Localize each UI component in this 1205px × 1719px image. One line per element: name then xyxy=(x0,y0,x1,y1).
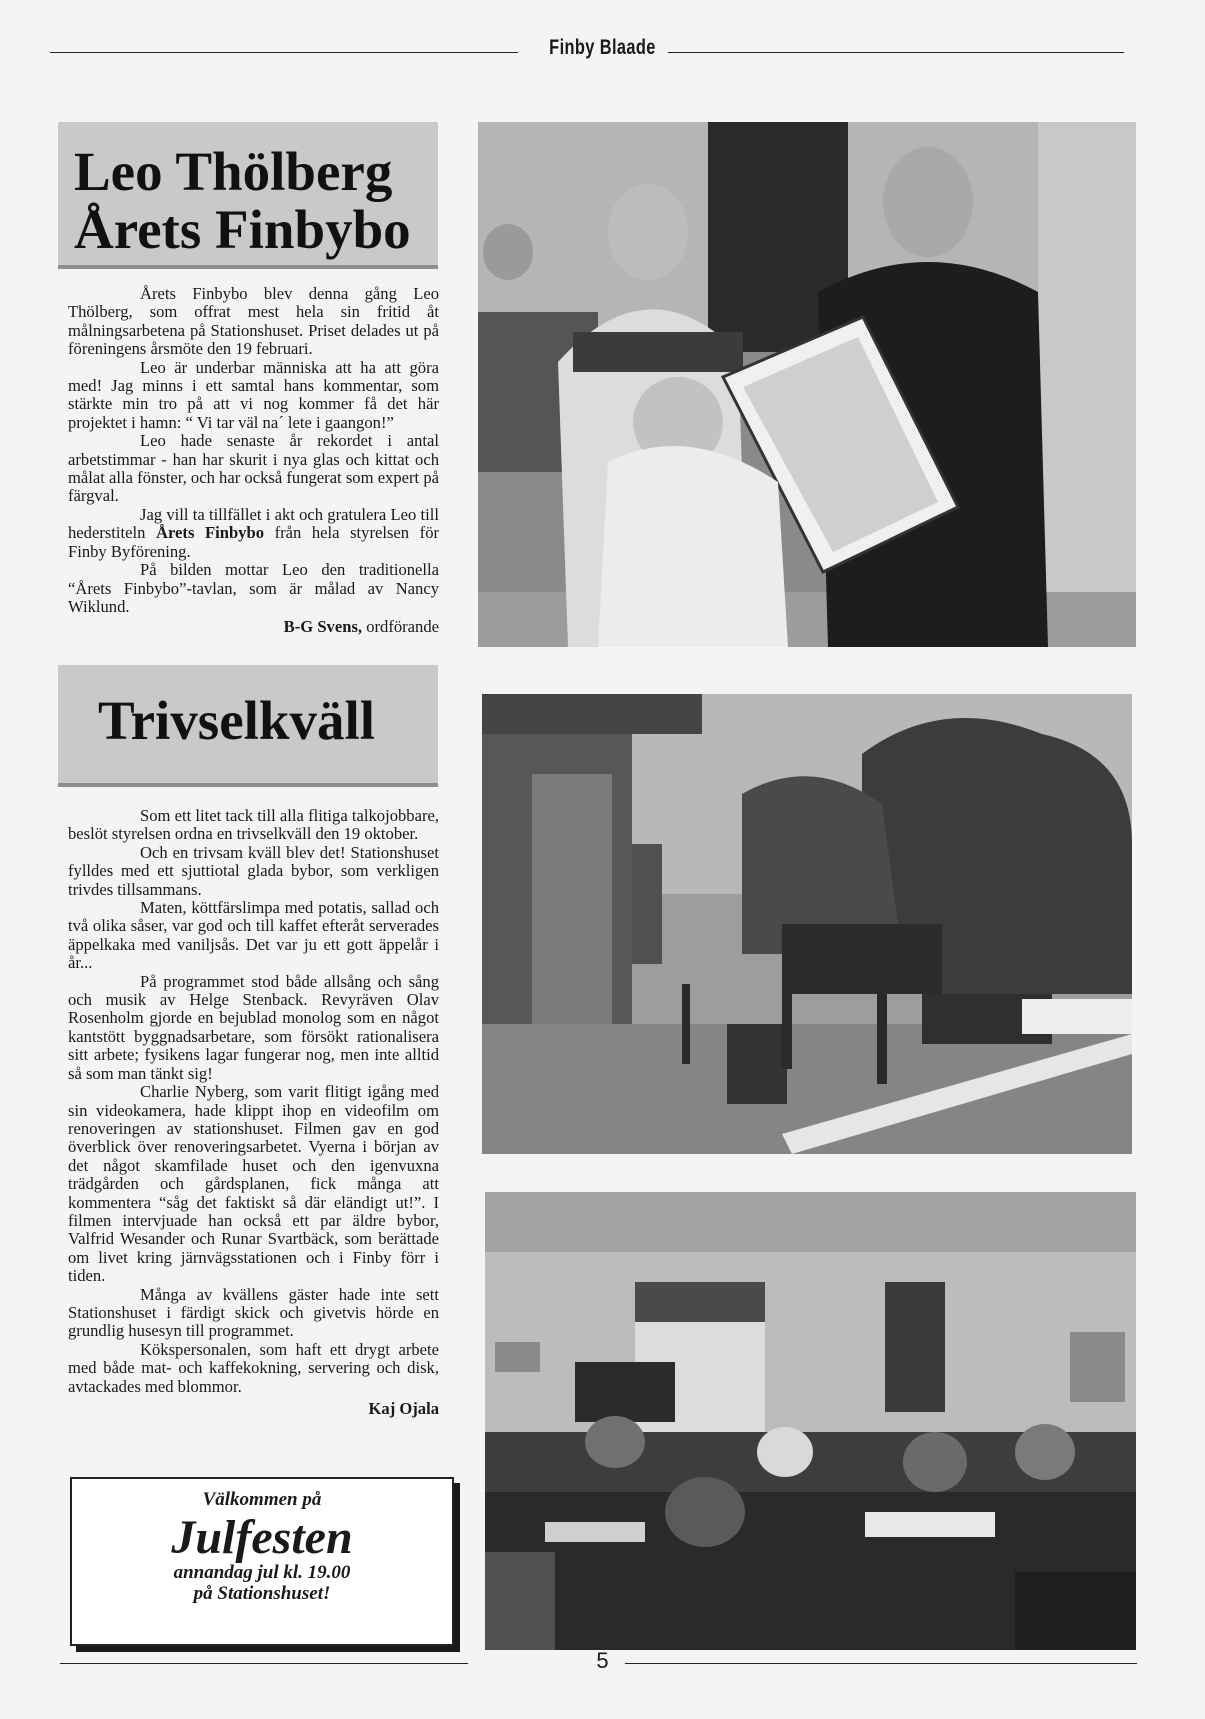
ad-event-title: Julfesten xyxy=(171,1511,353,1564)
article2-paragraph: Som ett litet tack till alla flitiga talkojobbare, beslöt styrelsen ordna en trivselkväll den 19 oktober. xyxy=(68,806,439,844)
award-photo xyxy=(478,122,1136,647)
page-number: 5 xyxy=(596,1648,609,1673)
article2-paragraph: På programmet stod både allsång och sång och musik av Helge Stenback. Revyräven Olav Rosenholm gjorde en bejublad monolog som en något kantstött byggnadsarbetare, som försökt rationalisera sitt arbete; fysikens lagar fungerar nog, men inte alltid så som man tänkt sig! xyxy=(68,971,439,1083)
article1-paragraph: Leo hade senaste år rekordet i antal arbetstimmar - han har skurit i nya glas och kittat och målat alla fönster, och har också fungerat som expert på färgval. xyxy=(68,431,439,506)
article1-signature xyxy=(68,618,439,636)
article2-signature: Kaj Ojala xyxy=(368,1399,439,1418)
article1-signature-role: ordförande xyxy=(362,617,439,637)
article2-paragraph: Maten, köttfärslimpa med potatis, sallad och två olika såser, var god och till kaffet efteråt serverades äppelkaka med vaniljsås. Det var ju ett gott äppelår i år... xyxy=(68,898,439,973)
footer-rule-right xyxy=(625,1663,1137,1664)
article1-title-line1: Leo Thölberg xyxy=(74,141,393,202)
party-photo xyxy=(485,1192,1136,1650)
article1-paragraph: Leo är underbar människa att ha att göra med! Jag minns i ett samtal hans kommentar, som stärkte min tro på att vi nog kommer få det här projektet i hamn: “ Vi tar väl na´ lete i gaangon!” xyxy=(68,357,439,432)
article1-paragraph: På bilden mottar Leo den traditionella “Årets Finbybo”-tavlan, som är målad av Nancy Wiklund. xyxy=(68,560,439,616)
article2-paragraph: Många av kvällens gäster hade inte sett Stationshuset i färdigt skick och givetvis hörde en grundlig husesyn till programmet. xyxy=(68,1284,439,1341)
article2-body xyxy=(68,807,439,1418)
article1-heading xyxy=(58,122,438,269)
ad-location: på Stationshuset! xyxy=(193,1583,331,1604)
article1-signature-name: B-G Svens, xyxy=(283,617,363,637)
article1-paragraph: Årets Finbybo blev denna gång Leo Thölberg, som offrat mest hela sin fritid åt målningsarbetena på Stationshuset. Priset delades ut på föreningens årsmöte den 19 februari. xyxy=(68,284,439,359)
article2-title: Trivselkväll xyxy=(98,690,376,751)
masthead-rule-right xyxy=(668,52,1124,53)
article1-body xyxy=(68,285,439,637)
julfest-ad xyxy=(70,1477,454,1646)
ad-welcome: Välkommen på xyxy=(202,1489,322,1510)
ad-time: annandag jul kl. 19.00 xyxy=(173,1562,351,1583)
article1-p4-post: från hela styrelsen för Finby Byförening. xyxy=(68,523,440,561)
masthead-title: Finby Blaade xyxy=(549,36,656,59)
article2-paragraph: Kökspersonalen, som haft ett drygt arbete med både mat- och kaffekokning, servering och disk, avtackades med blommor. xyxy=(68,1339,439,1396)
article2-heading xyxy=(58,665,438,787)
garden-photo xyxy=(482,694,1132,1154)
article1-paragraph xyxy=(68,506,439,561)
article2-paragraph: Charlie Nyberg, som varit flitigt igång med sin videokamera, hade klippt ihop en videofilm om renoveringen av stationshuset. Filmen gav en god överblick över renoveringsarbetet. Vyerna i början av det något skamfilade huset och den igenvuxna trädgården och gårdsplanen, fick många att kommentera “såg det faktiskt så där eländigt ut!”. I filmen intervjuade han också ett par äldre bybor, Valfrid Wesander och Runar Svartbäck, som berättade om livet kring järnvägsstationen och i Finby förr i tiden. xyxy=(68,1082,439,1286)
article1-p4-pre: Jag vill ta tillfället i akt och gratulera Leo till hederstiteln xyxy=(68,504,439,543)
article1-p4-bold: Årets Finbybo xyxy=(156,523,265,543)
article2-paragraph: Och en trivsam kväll blev det! Stationshuset fylldes med ett sjuttiotal glada bybor, som verkligen trivdes tillsammans. xyxy=(68,842,439,899)
article1-title-line2: Årets Finbybo xyxy=(74,199,411,260)
